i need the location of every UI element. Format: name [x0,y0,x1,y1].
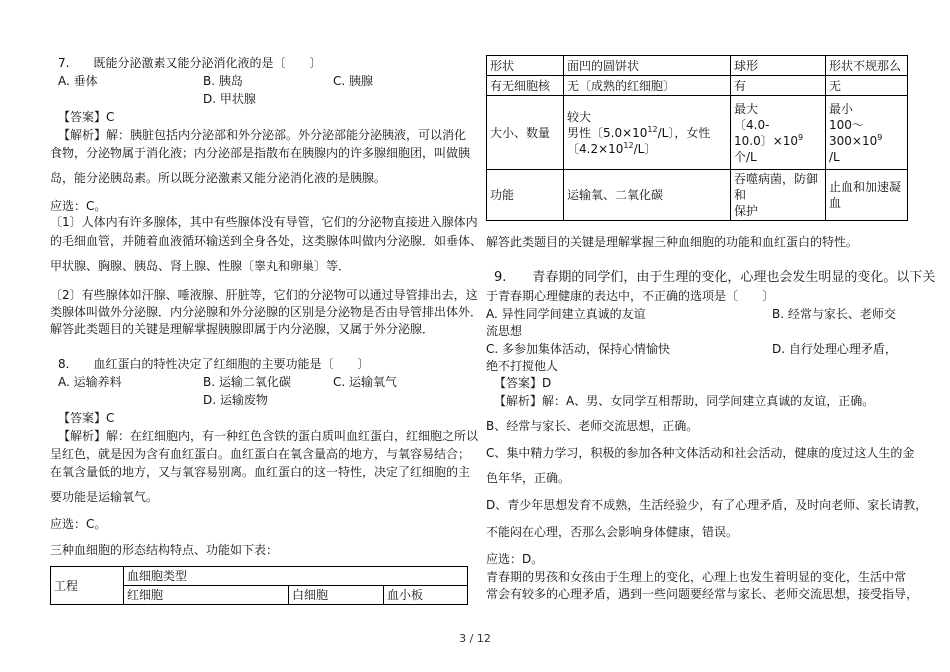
table-cell-rbc: 红细胞 [124,586,289,605]
q7-note-1: 〔1〕人体内有许多腺体，其中有些腺体没有导管，它们的分泌物直接进入腺体内 [50,215,478,229]
table-cell-size-label: 大小、数量 [487,96,564,170]
q7-note-2: 的毛细血管，并随着血液循环输送到全身各处，这类腺体叫做内分泌腺．如垂体、 [50,234,483,248]
q7-option-d: D. 甲状腺 [203,92,256,106]
q9-explanation-d2: 不能闷在心理，否那么会影响身体健康，错误。 [486,525,739,539]
q7-option-b: B. 胰岛 [203,74,243,88]
table-cell-function-wbc: 吞噬病菌，防御和 保护 [731,170,826,221]
q9-option-b-2: 流思想 [486,324,523,338]
q9-option-d: D. 自行处理心理矛盾， [772,342,897,356]
q9-explanation-c1: C、集中精力学习，积极的参加各种文体活动和社会活动，健康的度过这人生的金 [486,446,915,460]
table-cell-size-wbc: 最大 〔4.0- 10.0〕$\times 10^9$个/L [731,96,826,170]
table-cell-shape-label: 形状 [487,56,564,76]
table-cell-function-plt: 止血和加速凝 血 [826,170,908,221]
q7-stem: 7. 既能分泌激素又能分泌消化液的是〔 〕 [58,56,322,70]
q9-note-1: 青春期的男孩和女孩由于生理上的变化，心理上也发生着明显的变化，生活中常 [486,570,907,584]
q7-choose: 应选：C。 [50,199,107,213]
q7-option-c: C. 胰腺 [333,74,374,88]
q8-table-intro: 三种血细胞的形态结构特点、功能如下表： [50,543,279,557]
q9-explanation-d1: D、青少年思想发育不成熟，生活经验少，有了心理矛盾，及时向老师、家长请教， [486,498,928,512]
q9-stem-2: 于青春期心理健康的表达中，不正确的选项是〔 〕 [486,289,775,303]
q7-note-5: 类腺体叫做外分泌腺．内分泌腺和外分泌腺的区别是分泌物是否由导管排出体外． [50,305,483,319]
q9-answer: 【答案】D [494,376,552,390]
q7-note-3: 甲状腺、胸腺、胰岛、肾上腺、性腺〔睾丸和卵巢〕等． [50,259,351,273]
blood-cell-table-head [50,566,468,605]
table-cell-function-label: 功能 [487,170,564,221]
q8-explanation-4: 要功能是运输氧气。 [50,490,159,504]
q9-explanation-c2: 色年华，正确。 [486,471,571,485]
q8-option-a: A. 运输养料 [58,375,122,389]
q9-option-a: A. 异性同学间建立真诚的友谊 [486,307,646,321]
q7-note-6: 解答此类题目的关键是理解掌握胰腺即属于内分泌腺，又属于外分泌腺． [50,322,435,336]
q7-explanation-1: 【解析】解：胰脏包括内分泌部和外分泌部。外分泌部能分泌胰液，可以消化 [58,128,467,142]
q7-note-4: 〔2〕有些腺体如汗腺、唾液腺、肝脏等，它们的分泌物可以通过导管排出去，这 [50,288,478,302]
table-cell-type: 血细胞类型 [124,567,468,586]
page-number: 3 / 12 [459,632,491,645]
q9-explanation-b: B、经常与家长、老师交流思想，正确。 [486,419,699,433]
table-cell-nucleus-plt: 无 [826,76,908,96]
q9-option-c: C. 多参加集体活动，保持心情愉快 [486,342,671,356]
table-cell-shape-wbc: 球形 [731,56,826,76]
table-cell-shape-rbc: 面凹的圆饼状 [564,56,731,76]
q7-answer: 【答案】C [58,110,115,124]
table-cell-nucleus-rbc: 无〔成熟的红细胞〕 [564,76,731,96]
q8-option-c: C. 运输氧气 [333,375,398,389]
table-cell-shape-plt: 形状不规那么 [826,56,908,76]
table-cell-nucleus-wbc: 有 [731,76,826,96]
q7-explanation-3: 岛，能分泌胰岛素。所以既分泌激素又能分泌消化液的是胰腺。 [50,171,387,185]
q9-choose: 应选：D。 [486,552,544,566]
q8-stem: 8. 血红蛋白的特性决定了红细胞的主要功能是〔 〕 [58,357,370,371]
q8-answer: 【答案】C [58,411,115,425]
table-cell-function-rbc: 运输氧、二氧化碳 [564,170,731,221]
q9-explanation-a: 【解析】解：A、男、女同学互相帮助，同学间建立真诚的友谊，正确。 [494,394,875,408]
q8-key-point: 解答此类题目的关键是理解掌握三种血细胞的功能和血红蛋白的特性。 [486,235,859,249]
q7-option-a: A. 垂体 [58,74,98,88]
q8-option-b: B. 运输二氧化碳 [203,375,291,389]
q8-explanation-1: 【解析】解：在红细胞内，有一种红色含铁的蛋白质叫血红蛋白，红细胞之所以 [58,429,479,443]
table-cell-size-rbc: 较大 男性〔$5.0\times 10^{12}/L$〕，女性 〔$4.2\times 10^{12}/L$〕 [564,96,731,170]
table-cell-item: 工程 [51,567,124,605]
q8-choose: 应选：C。 [50,517,107,531]
table-cell-platelet: 血小板 [384,586,468,605]
q8-option-d: D. 运输废物 [203,393,268,407]
q8-explanation-2: 呈红色，就是因为含有血红蛋白。血红蛋白在氧含量高的地方，与氧容易结合； [50,447,471,461]
q9-option-d-2: 绝不打搅他人 [486,359,559,373]
q9-option-b-1: B. 经常与家长、老师交 [772,307,896,321]
table-cell-size-plt: 最小 100～ $300\times 10^9$ /L [826,96,908,170]
q8-explanation-3: 在氧含量低的地方，又与氧容易别离。血红蛋白的这一特性，决定了红细胞的主 [50,465,471,479]
q7-explanation-2: 食物，分泌物属于消化液；内分泌部是指散布在胰腺内的许多腺细胞团，叫做胰 [50,146,471,160]
table-cell-nucleus-label: 有无细胞核 [487,76,564,96]
q9-stem-1: 9. 青春期的同学们，由于生理的变化，心理也会发生明显的变化。以下关 [494,270,936,285]
q9-note-2: 常会有较多的心理矛盾，遇到一些问题要经常与家长、老师交流思想，接受指导， [486,587,919,601]
table-cell-wbc: 白细胞 [289,586,384,605]
blood-cell-table-body [486,55,908,221]
